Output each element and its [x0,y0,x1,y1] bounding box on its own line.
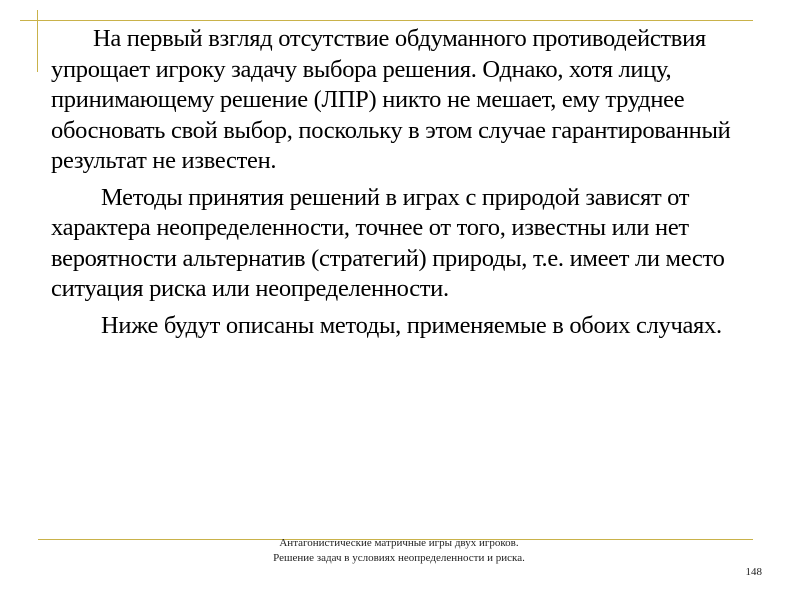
top-vertical-rule [37,10,38,72]
paragraph-3: Ниже будут описаны методы, применяемые в обоих случаях. [101,311,722,339]
footer-caption: Антагонистические матричные игры двух игроков. Решение задач в условиях неопределенности и риска. [273,537,525,564]
paragraph-2: Методы принятия решений в играх с природой зависят от характера неопределенности, точнее от того, известны или нет вероятности альтернатив (стратегий) природы, т.е. имеет ли место ситуация риска или неопределенности. [51,183,725,302]
paragraph-1: На первый взгляд отсутствие обдуманного противодействия упрощает игроку задачу выбора решения. Однако, хотя лицу, принимающему решение (ЛПР) никто не мешает, ему труднее обосновать свой выбор, поскольку в этом случае гарантированный результат не известен. [51,25,731,174]
top-horizontal-rule [20,20,753,21]
page-number: 148 [745,566,762,578]
slide-body-text [51,24,763,347]
